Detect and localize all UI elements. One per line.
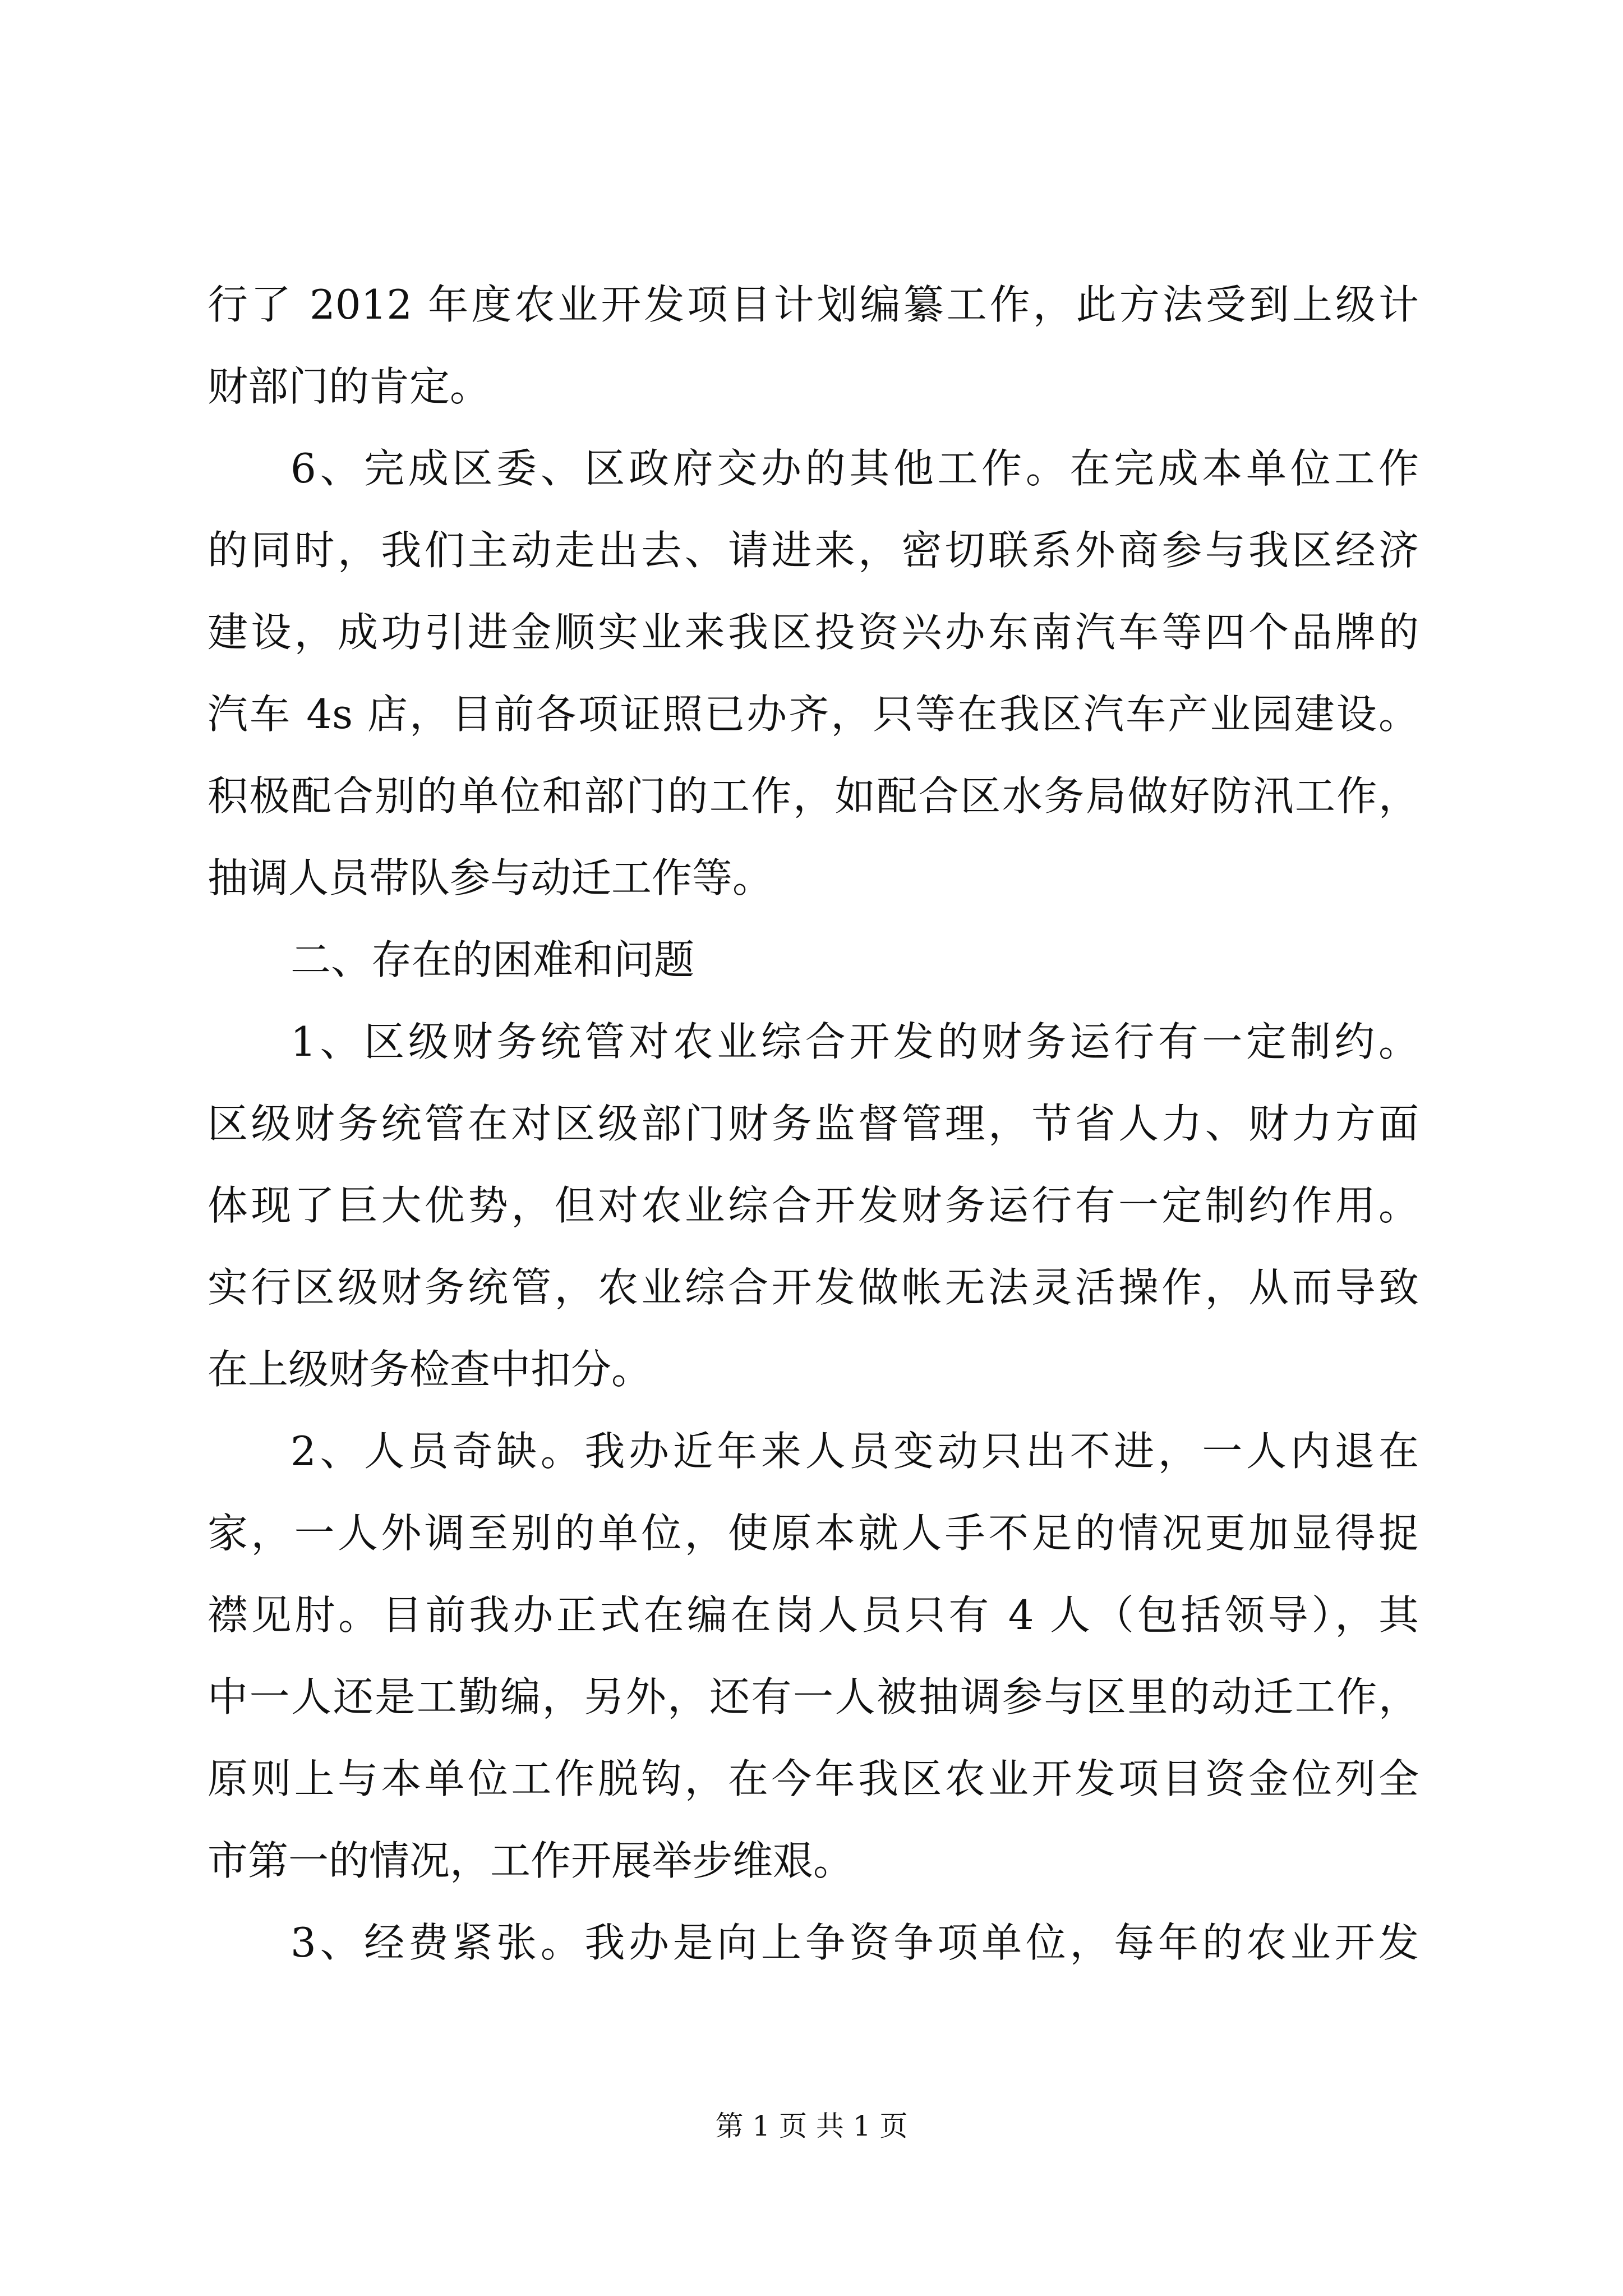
paragraph-line: 1、区级财务统管对农业综合开发的财务运行有一定制约。 (291, 1018, 1419, 1065)
paragraph-line: 市第一的情况，工作开展举步维艰。 (208, 1837, 854, 1884)
paragraph-line: 财部门的肯定。 (208, 363, 491, 410)
paragraph-line: 在上级财务检查中扣分。 (208, 1346, 652, 1393)
paragraph-line: 6、完成区委、区政府交办的其他工作。在完成本单位工作 (291, 445, 1419, 492)
paragraph-line: 建设，成功引进金顺实业来我区投资兴办东南汽车等四个品牌的 (208, 609, 1419, 656)
paragraph-line: 中一人还是工勤编，另外，还有一人被抽调参与区里的动迁工作， (208, 1673, 1419, 1720)
paragraph-line: 家，一人外调至别的单位，使原本就人手不足的情况更加显得捉 (208, 1510, 1419, 1557)
paragraph-line: 区级财务统管在对区级部门财务监督管理，节省人力、财力方面 (208, 1100, 1419, 1147)
page-footer: 第 1 页 共 1 页 (715, 2110, 908, 2142)
paragraph-line: 2、人员奇缺。我办近年来人员变动只出不进，一人内退在 (291, 1428, 1419, 1475)
paragraph-line: 体现了巨大优势，但对农业综合开发财务运行有一定制约作用。 (208, 1182, 1419, 1229)
paragraph-line: 积极配合别的单位和部门的工作，如配合区水务局做好防汛工作， (208, 772, 1419, 820)
paragraph-line: 抽调人员带队参与动迁工作等。 (208, 854, 773, 901)
paragraph-line: 实行区级财务统管，农业综合开发做帐无法灵活操作，从而导致 (208, 1264, 1419, 1311)
paragraph-line: 襟见肘。目前我办正式在编在岗人员只有 4 人（包括领导），其 (208, 1591, 1419, 1639)
document-body (208, 264, 1419, 1984)
section-heading: 二、存在的困难和问题 (291, 936, 695, 983)
paragraph-line: 3、经费紧张。我办是向上争资争项单位，每年的农业开发 (291, 1919, 1419, 1966)
paragraph-line: 原则上与本单位工作脱钩，在今年我区农业开发项目资金位列全 (208, 1755, 1419, 1802)
paragraph-line: 汽车 4s 店，目前各项证照已办齐，只等在我区汽车产业园建设。 (208, 691, 1419, 738)
paragraph-line: 行了 2012 年度农业开发项目计划编纂工作，此方法受到上级计 (208, 281, 1419, 328)
paragraph-line: 的同时，我们主动走出去、请进来，密切联系外商参与我区经济 (208, 527, 1419, 574)
